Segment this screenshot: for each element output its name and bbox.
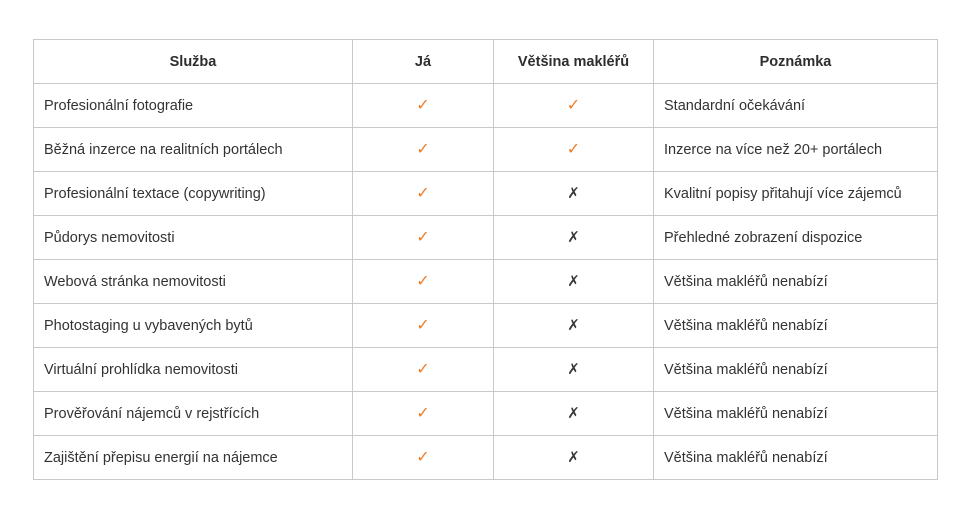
header-me: Já	[353, 40, 494, 84]
service-cell: Zajištění přepisu energií na nájemce	[34, 436, 353, 480]
service-cell: Profesionální fotografie	[34, 84, 353, 128]
note-cell: Většina makléřů nenabízí	[654, 304, 938, 348]
me-cell	[353, 392, 494, 436]
service-cell: Běžná inzerce na realitních portálech	[34, 128, 353, 172]
most-agents-cell	[494, 348, 654, 392]
note-cell: Přehledné zobrazení dispozice	[654, 216, 938, 260]
me-cell	[353, 128, 494, 172]
note-cell: Inzerce na více než 20+ portálech	[654, 128, 938, 172]
cross-icon: ✗	[567, 316, 580, 334]
me-cell	[353, 172, 494, 216]
table-row	[34, 392, 938, 436]
note-cell: Většina makléřů nenabízí	[654, 436, 938, 480]
check-icon: ✓	[416, 404, 430, 422]
table-row	[34, 260, 938, 304]
me-cell	[353, 304, 494, 348]
note-cell: Většina makléřů nenabízí	[654, 260, 938, 304]
check-icon: ✓	[566, 140, 581, 158]
note-cell: Většina makléřů nenabízí	[654, 348, 938, 392]
table-row	[34, 304, 938, 348]
check-icon: ✓	[416, 184, 430, 202]
cross-icon: ✗	[567, 228, 580, 246]
table-header-row	[34, 40, 938, 84]
check-icon: ✓	[416, 228, 430, 246]
table-row	[34, 172, 938, 216]
header-service: Služba	[34, 40, 353, 84]
check-icon: ✓	[416, 140, 430, 158]
check-icon: ✓	[416, 272, 430, 290]
check-icon: ✓	[416, 360, 430, 378]
most-agents-cell	[494, 84, 654, 128]
service-cell: Profesionální textace (copywriting)	[34, 172, 353, 216]
service-cell: Webová stránka nemovitosti	[34, 260, 353, 304]
most-agents-cell	[494, 128, 654, 172]
most-agents-cell	[494, 216, 654, 260]
table-row	[34, 84, 938, 128]
table-row	[34, 216, 938, 260]
me-cell	[353, 348, 494, 392]
note-cell: Kvalitní popisy přitahují více zájemců	[654, 172, 938, 216]
header-most-agents: Většina makléřů	[494, 40, 654, 84]
me-cell	[353, 260, 494, 304]
cross-icon: ✗	[567, 404, 580, 422]
me-cell	[353, 436, 494, 480]
check-icon: ✓	[416, 96, 430, 114]
service-cell: Photostaging u vybavených bytů	[34, 304, 353, 348]
table-row	[34, 128, 938, 172]
check-icon: ✓	[566, 96, 581, 114]
cross-icon: ✗	[567, 360, 580, 378]
most-agents-cell	[494, 392, 654, 436]
most-agents-cell	[494, 260, 654, 304]
most-agents-cell	[494, 304, 654, 348]
most-agents-cell	[494, 436, 654, 480]
table-row	[34, 436, 938, 480]
service-cell: Virtuální prohlídka nemovitosti	[34, 348, 353, 392]
note-cell: Většina makléřů nenabízí	[654, 392, 938, 436]
cross-icon: ✗	[567, 272, 580, 290]
table-row	[34, 348, 938, 392]
most-agents-cell	[494, 172, 654, 216]
service-cell: Prověřování nájemců v rejstřících	[34, 392, 353, 436]
comparison-table	[33, 39, 938, 480]
cross-icon: ✗	[567, 184, 580, 202]
note-cell: Standardní očekávání	[654, 84, 938, 128]
cross-icon: ✗	[567, 448, 580, 466]
me-cell	[353, 84, 494, 128]
header-note: Poznámka	[654, 40, 938, 84]
me-cell	[353, 216, 494, 260]
check-icon: ✓	[416, 448, 430, 466]
check-icon: ✓	[416, 316, 430, 334]
service-cell: Půdorys nemovitosti	[34, 216, 353, 260]
